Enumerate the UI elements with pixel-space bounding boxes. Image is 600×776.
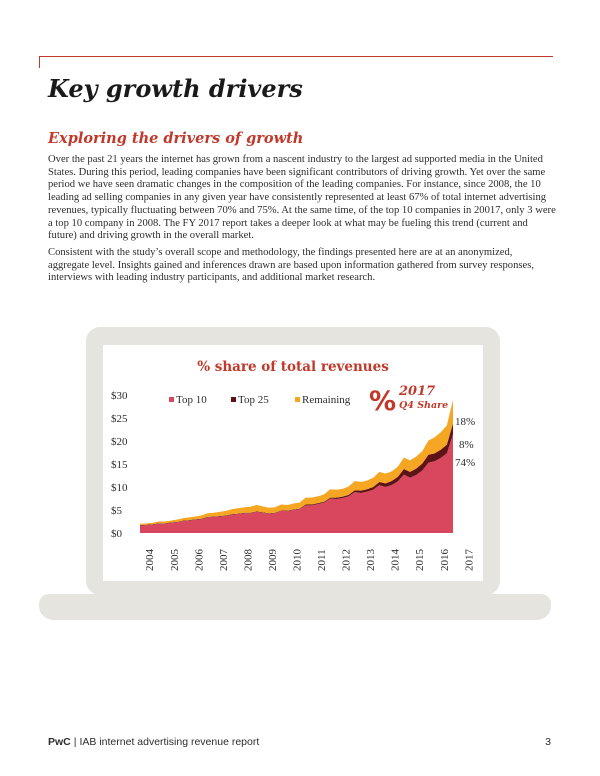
y-tick-label: $25: [111, 413, 128, 425]
x-tick-label: 2010: [291, 549, 304, 571]
x-tick-label: 2012: [340, 549, 353, 571]
x-tick-label: 2014: [389, 549, 402, 571]
footer-separator: |: [73, 736, 77, 748]
page-title: Key growth drivers: [48, 74, 303, 103]
chart-areas: [140, 400, 453, 533]
page-number: 3: [545, 736, 551, 748]
chart-title: % share of total revenues: [197, 359, 389, 375]
y-axis-ticks: [111, 390, 128, 540]
x-axis-ticks: [144, 549, 475, 572]
top-rule-tick: [39, 56, 40, 68]
section-heading: Exploring the drivers of growth: [48, 130, 304, 147]
share-label-top10: 74%: [455, 457, 476, 469]
legend-swatch-remaining: [295, 397, 300, 402]
legend-swatch-top-25: [231, 397, 236, 402]
footer-report-name: IAB internet advertising revenue report: [79, 736, 260, 748]
x-tick-label: 2009: [266, 549, 279, 571]
chart-legend: [169, 394, 351, 406]
paragraph-intro: Over the past 21 years the internet has grown from a nascent industry to the largest ad supported media in the United States. During this period, leading companies have been significant contributors of driving growth. Yet over the same period we have seen dramatic changes in the composition of the leading companies. For instance, since 2008, the 10 leading ad selling companies in any given year have consistently represented at least 67% of total internet advertising revenues, typically fluctuating between 70% and 75%. At the same time, of the top 10 companies in 20017, only 3 were a top 10 company in 2008. The FY 2017 report takes a deeper look at what may be fueling this trend (current and future) and driving growth in the overall market.: [48, 154, 556, 242]
x-tick-label: 2011: [316, 549, 329, 571]
x-tick-label: 2015: [414, 549, 427, 571]
y-tick-label: $30: [111, 390, 128, 402]
legend-label-remaining: Remaining: [302, 394, 351, 406]
share-label-remaining: 18%: [455, 416, 476, 428]
share-label-top25: 8%: [459, 439, 474, 451]
laptop-base: [39, 594, 551, 620]
percent-symbol-icon: %: [369, 386, 397, 417]
top-rule: [39, 56, 553, 57]
y-tick-label: $10: [111, 482, 128, 494]
x-tick-label: 2004: [144, 549, 157, 571]
y-tick-label: $0: [111, 528, 122, 540]
revenue-share-chart: [103, 345, 483, 581]
callout-label: Q4 Share: [399, 400, 449, 411]
legend-label-top-10: Top 10: [176, 394, 207, 406]
y-tick-label: $5: [111, 505, 122, 517]
paragraph-methodology: Consistent with the study’s overall scope and methodology, the findings presented here are at an anonymized, aggregate level. Insights gained and inferences drawn are based upon information gathered from survey responses, interviews with leading industry participants, and additional market research.: [48, 247, 534, 284]
callout-year: 2017: [399, 384, 436, 399]
x-tick-label: 2016: [438, 549, 451, 571]
footer: [48, 736, 551, 748]
footer-brand: PwC: [48, 736, 71, 748]
legend-label-top-25: Top 25: [238, 394, 269, 406]
y-tick-label: $15: [111, 459, 128, 471]
legend-swatch-top-10: [169, 397, 174, 402]
x-tick-label: 2013: [365, 549, 378, 571]
x-tick-label: 2008: [242, 549, 255, 571]
x-tick-label: 2005: [168, 549, 181, 571]
x-tick-label: 2007: [217, 549, 230, 571]
x-tick-label: 2006: [193, 549, 206, 571]
x-tick-label: 2017: [463, 549, 476, 571]
y-tick-label: $20: [111, 436, 128, 448]
